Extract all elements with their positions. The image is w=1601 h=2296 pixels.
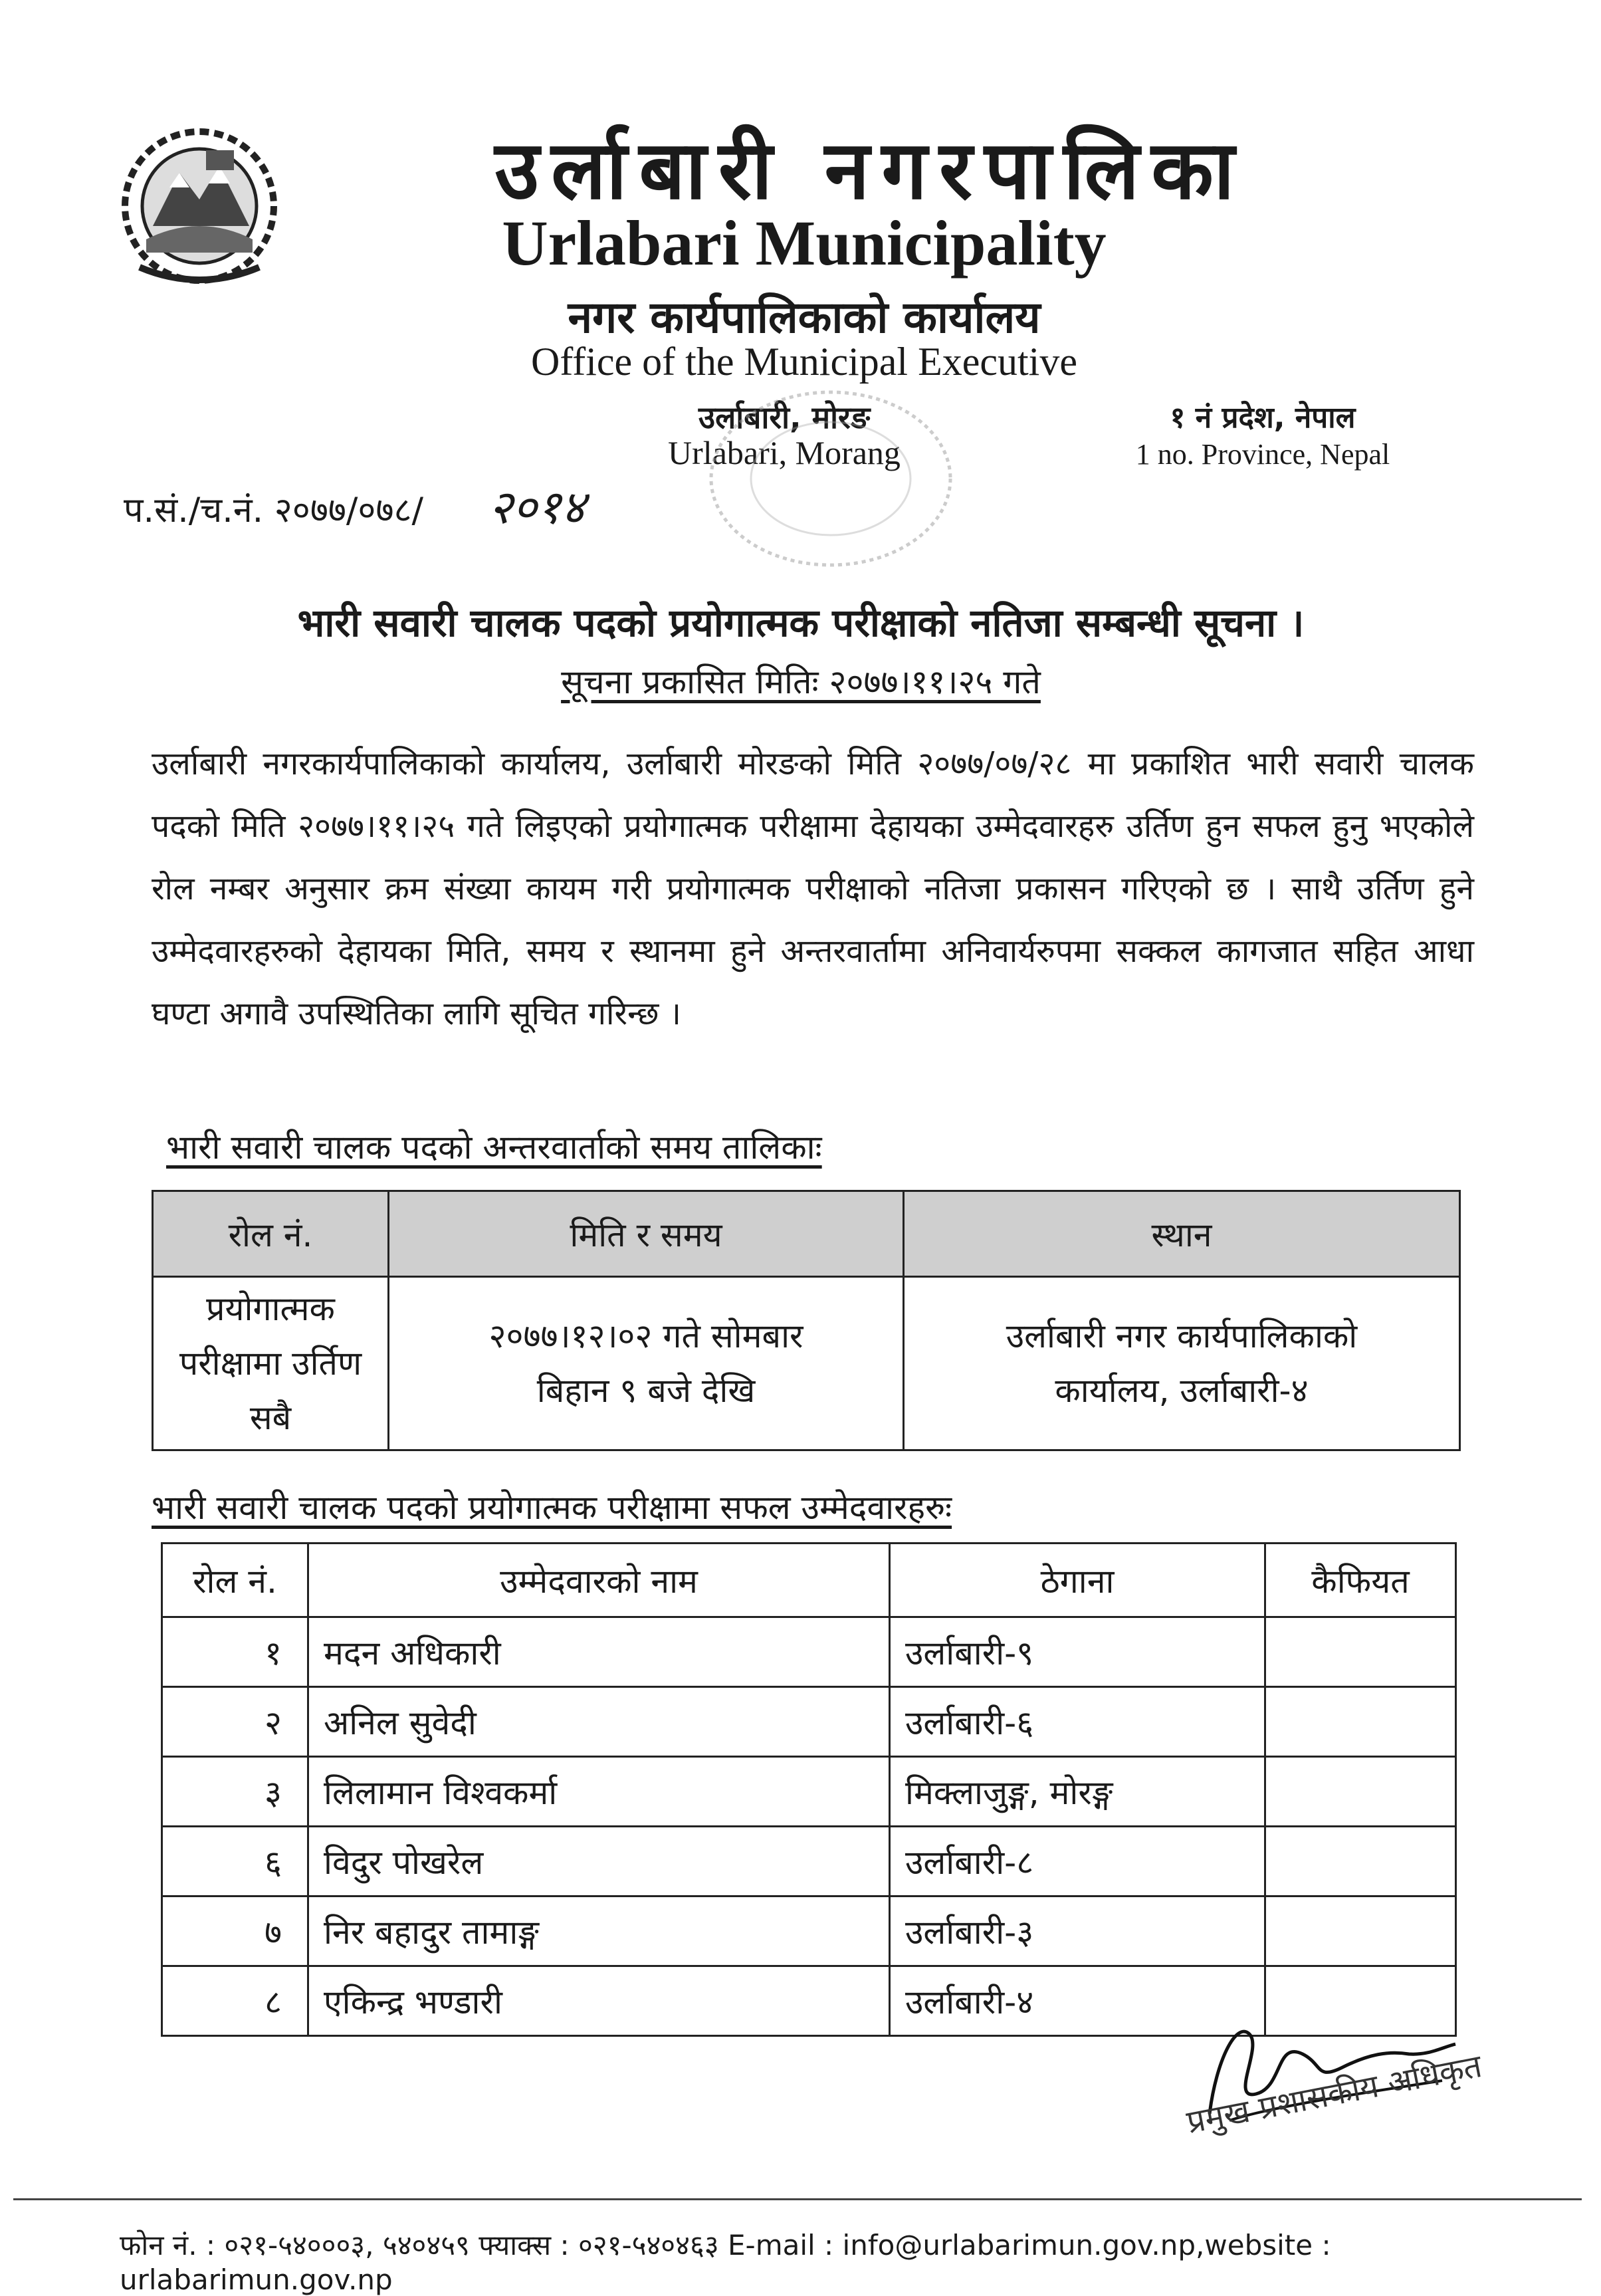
candidate-remarks-cell — [1265, 1827, 1456, 1896]
candidate-name-cell: विदुर पोखरेल — [308, 1827, 890, 1896]
successful-candidates-heading: भारी सवारी चालक पदको प्रयोगात्मक परीक्षामा सफल उम्मेदवारहरुः — [152, 1488, 952, 1527]
candidate-address-cell: उर्लाबारी-४ — [890, 1966, 1265, 2036]
candidate-roll-cell: ७ — [162, 1896, 308, 1966]
nepal-emblem-logo — [106, 126, 292, 292]
interview-schedule-table — [152, 1190, 1461, 1451]
candidate-name-cell: लिलामान विश्वकर्मा — [308, 1757, 890, 1827]
candidate-address-cell: उर्लाबारी-३ — [890, 1896, 1265, 1966]
table-row — [162, 1617, 1456, 1687]
table-row — [162, 1687, 1456, 1757]
candidate-roll-cell: ८ — [162, 1966, 308, 2036]
column-header: कैफियत — [1265, 1544, 1456, 1617]
schedule-venue-cell: उर्लाबारी नगर कार्यपालिकाको कार्यालय, उर्लाबारी-४ — [904, 1277, 1460, 1450]
footer-contact: फोन नं. : ०२१-५४०००३, ५४०४५९ फ्याक्स : ०२१-५४०४६३ E-mail : info@urlabarimun.gov.np,website : urlabarimun.gov.np — [120, 2229, 1331, 2296]
column-header: उम्मेदवारको नाम — [308, 1544, 890, 1617]
notice-body: उर्लाबारी नगरकार्यपालिकाको कार्यालय, उर्लाबारी मोरङको मिति २०७७/०७/२८ मा प्रकाशित भारी सवारी चालक पदको मिति २०७७।११।२५ गते लिइएको प्रयोगात्मक परीक्षामा देहायका उम्मेदवारहरु उर्तिण हुन सफल हुनु भएकोले रोल नम्बर अनुसार क्रम संख्या कायम गरी प्रयोगात्मक परीक्षाको नतिजा प्रकासन गरिएको छ । साथै उर्तिण हुने उम्मेदवारहरुको देहायका मिति, समय र स्थानमा हुने अन्तरवार्तामा अनिवार्यरुपमा सक्कल कागजात सहित आधा घण्टा अगावै उपस्थितिका लागि सूचित गरिन्छ । — [152, 745, 1474, 1032]
table-row — [162, 1757, 1456, 1827]
office-name-nepali: नगर कार्यपालिकाको कार्यालय — [568, 292, 1041, 343]
table-row — [162, 1827, 1456, 1896]
published-date-text: सूचना प्रकासित मितिः २०७७।११।२५ गते — [561, 663, 1041, 701]
address-nepali: उर्लाबारी, मोरङ — [698, 400, 871, 435]
candidate-address-cell: उर्लाबारी-९ — [890, 1617, 1265, 1687]
municipality-name-nepali: उर्लाबारी नगरपालिका — [494, 123, 1247, 217]
table-header-row — [162, 1544, 1456, 1617]
candidate-address-cell: उर्लाबारी-६ — [890, 1687, 1265, 1757]
candidate-remarks-cell — [1265, 1757, 1456, 1827]
footer-divider — [13, 2198, 1582, 2200]
candidate-name-cell: मदन अधिकारी — [308, 1617, 890, 1687]
candidate-roll-cell: १ — [162, 1617, 308, 1687]
interview-schedule-heading: भारी सवारी चालक पदको अन्तरवार्ताको समय तालिकाः — [166, 1128, 822, 1167]
column-header: रोल नं. — [162, 1544, 308, 1617]
candidate-roll-cell: ३ — [162, 1757, 308, 1827]
candidate-roll-cell: ६ — [162, 1827, 308, 1896]
reference-handwritten-number: २०१४ — [488, 480, 586, 534]
table-header-row — [153, 1191, 1460, 1277]
candidate-roll-cell: २ — [162, 1687, 308, 1757]
candidate-name-cell: अनिल सुवेदी — [308, 1687, 890, 1757]
candidate-name-cell: एकिन्द्र भण्डारी — [308, 1966, 890, 2036]
address-english: Urlabari, Morang — [668, 434, 901, 471]
published-date — [120, 658, 1482, 703]
table-row — [162, 1896, 1456, 1966]
candidates-table — [161, 1542, 1457, 2037]
candidate-remarks-cell — [1265, 1896, 1456, 1966]
candidate-address-cell: मिक्लाजुङ्ग, मोरङ्ग — [890, 1757, 1265, 1827]
reference-number-label: प.सं./च.नं. २०७७/०७८/ — [124, 491, 424, 530]
candidate-remarks-cell — [1265, 1617, 1456, 1687]
column-header: रोल नं. — [153, 1191, 389, 1277]
notice-heading: भारी सवारी चालक पदको प्रयोगात्मक परीक्षाको नतिजा सम्बन्धी सूचना । — [297, 600, 1305, 645]
province-nepali: १ नं प्रदेश, नेपाल — [1170, 401, 1356, 435]
candidate-address-cell: उर्लाबारी-८ — [890, 1827, 1265, 1896]
schedule-datetime-cell: २०७७।१२।०२ गते सोमबार बिहान ९ बजे देखि — [389, 1277, 904, 1450]
schedule-roll-cell: प्रयोगात्मक परीक्षामा उर्तिण सबै — [153, 1277, 389, 1450]
province-english: 1 no. Province, Nepal — [1135, 438, 1390, 471]
table-row — [153, 1277, 1460, 1450]
column-header: ठेगाना — [890, 1544, 1265, 1617]
office-stamp — [698, 372, 964, 578]
column-header: स्थान — [904, 1191, 1460, 1277]
candidate-name-cell: निर बहादुर तामाङ्ग — [308, 1896, 890, 1966]
candidate-remarks-cell — [1265, 1687, 1456, 1757]
municipality-name-english: Urlabari Municipality — [502, 207, 1107, 279]
office-name-english: Office of the Municipal Executive — [531, 340, 1077, 384]
signatory-title: प्रमुख प्रशासकीय अधिकृत — [1184, 2047, 1485, 2141]
column-header: मिति र समय — [389, 1191, 904, 1277]
